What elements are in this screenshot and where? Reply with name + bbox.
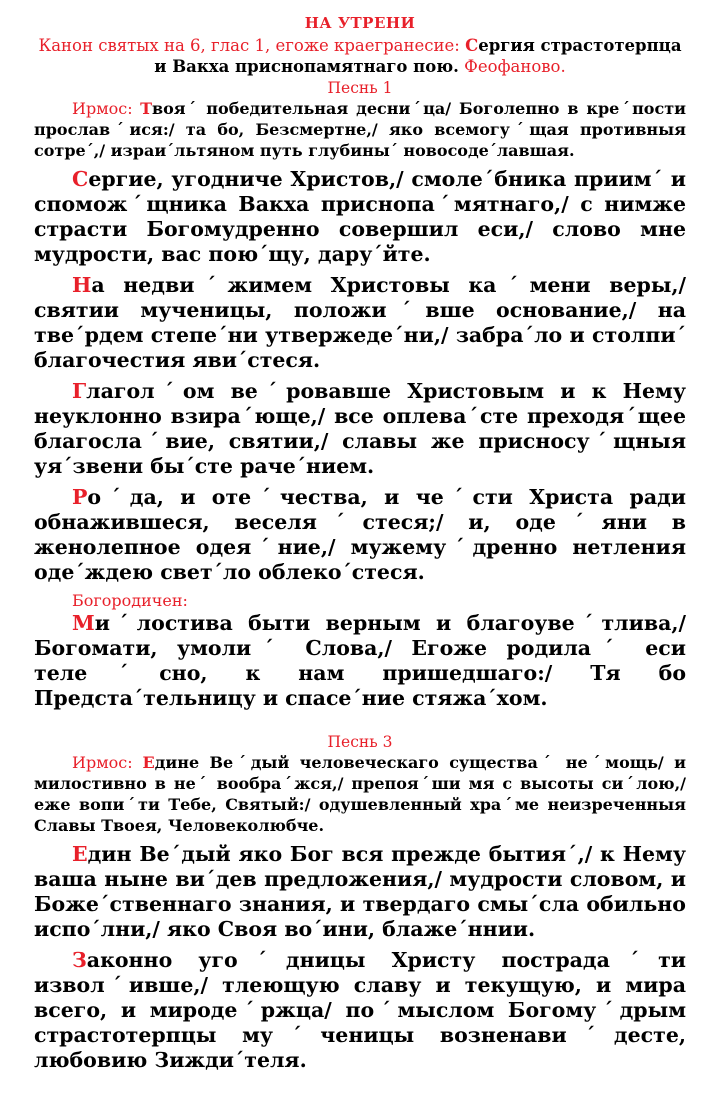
troparion [34,948,686,1073]
drop-cap: З [72,948,87,972]
troparion [34,379,686,479]
drop-cap: Г [72,379,87,403]
theotokion-label: Богородичен: [72,591,188,610]
canon-acrostic-initial: С [465,36,479,55]
troparion [34,485,686,585]
drop-cap: Т [140,99,152,118]
drop-cap: С [72,167,89,191]
troparion-text: лаголˊом веˊровавше Христовым и к Нему неуклонно взираˊюще,/ все оплеваˊсте преходяˊщее благослаˊвие, святии,/ славы же присносуˊщныя уяˊзвени быˊсте рачеˊнием. [34,379,686,478]
ode-3-heading: Песнь 3 [327,733,393,751]
theotokion-text: иˊлостива быти верным и благоувеˊтлива,/ Богомати, умолиˊ Слова,/ Егоже родилаˊ еси телеˊсно, к нам пришедшаго:/ Тя бо Предстаˊтельницу и спасеˊние стяжаˊхом. [34,611,686,710]
drop-cap: Н [72,273,92,297]
ode-1-heading: Песнь 1 [327,79,393,97]
canon-intro: Канон святых на 6, глас 1, егоже краегранесие: [38,36,466,55]
troparion-text: дин Веˊдый яко Бог вся прежде бытияˊ,/ к Нему ваша ныне виˊдев предложения,/ мудрости словом, и Божеˊственнаго знания, и твердаго смыˊсла обильно испоˊлни,/ яко Своя воˊини, блажеˊннии. [34,842,686,941]
irmos-label: Ирмос: [72,99,141,118]
drop-cap: Е [72,842,88,866]
troparion-text: а недвиˊжимем Христовы каˊмени веры,/ святии мученицы, положиˊвше основание,/ на твеˊрдем степеˊни утвержедеˊни,/ забраˊло и столпиˊ благочестия явиˊстеся. [34,273,686,372]
page [34,10,686,1079]
canon-author: Феофаново. [458,57,566,76]
troparion-text: ергие, угодниче Христов,/ смолеˊбника приимˊ и споможˊщника Вакха приснопаˊмятнаго,/ с нимже страсти Богомудренно совершил еси,/ слово мне мудрости, вас поюˊщу, даруˊйте. [34,167,686,266]
drop-cap: Р [72,485,88,509]
irmos-text: вояˊ победительная десниˊца/ Боголепно в креˊпости прославˊися:/ та бо, Безсмертне,/ яко всемогуˊщая противныя сотреˊ,/ израиˊльтяном путь глубиныˊ новосодеˊлавшая. [34,99,686,160]
ode-1-irmos [34,98,686,161]
section-title: НА УТРЕНИ [304,14,416,32]
ode-3-irmos [34,752,686,836]
troparion [34,167,686,267]
irmos-label: Ирмос: [72,753,143,772]
irmos-text: дине Веˊдый человеческаго существаˊ неˊмощь/ и милостивно в неˊ вообраˊжся,/ препояˊши мя с высоты сиˊлою,/ еже вопиˊти Тебе, Святый:/ одушевленный храˊме неизреченныя Славы Твоея, Человеколюбче. [34,753,686,835]
canon-acrostic: ергия страстотерпца и Вакха приснопамятнаго пою. [154,36,682,76]
troparion [34,842,686,942]
drop-cap: Е [142,753,155,772]
troparion-text: аконно угоˊдницы Христу пострадаˊти изволˊивше,/ тлеющую славу и текущую, и мира всего, и миродеˊржца/ поˊмыслом Богомуˊдрым страстотерпцы муˊченицы возненавиˊдесте, любовию Зиждиˊтеля. [34,948,686,1072]
canon-heading [34,35,686,77]
drop-cap: М [72,611,95,635]
troparion-text: оˊда, и отеˊчества, и чеˊсти Христа ради обнажившеся, веселяˊстеся;/ и, одеˊяни в женолепное одеяˊние,/ мужемуˊдренно нетления одеˊждею светˊло облекоˊстеся. [34,485,686,584]
theotokion [34,611,686,711]
troparion [34,273,686,373]
